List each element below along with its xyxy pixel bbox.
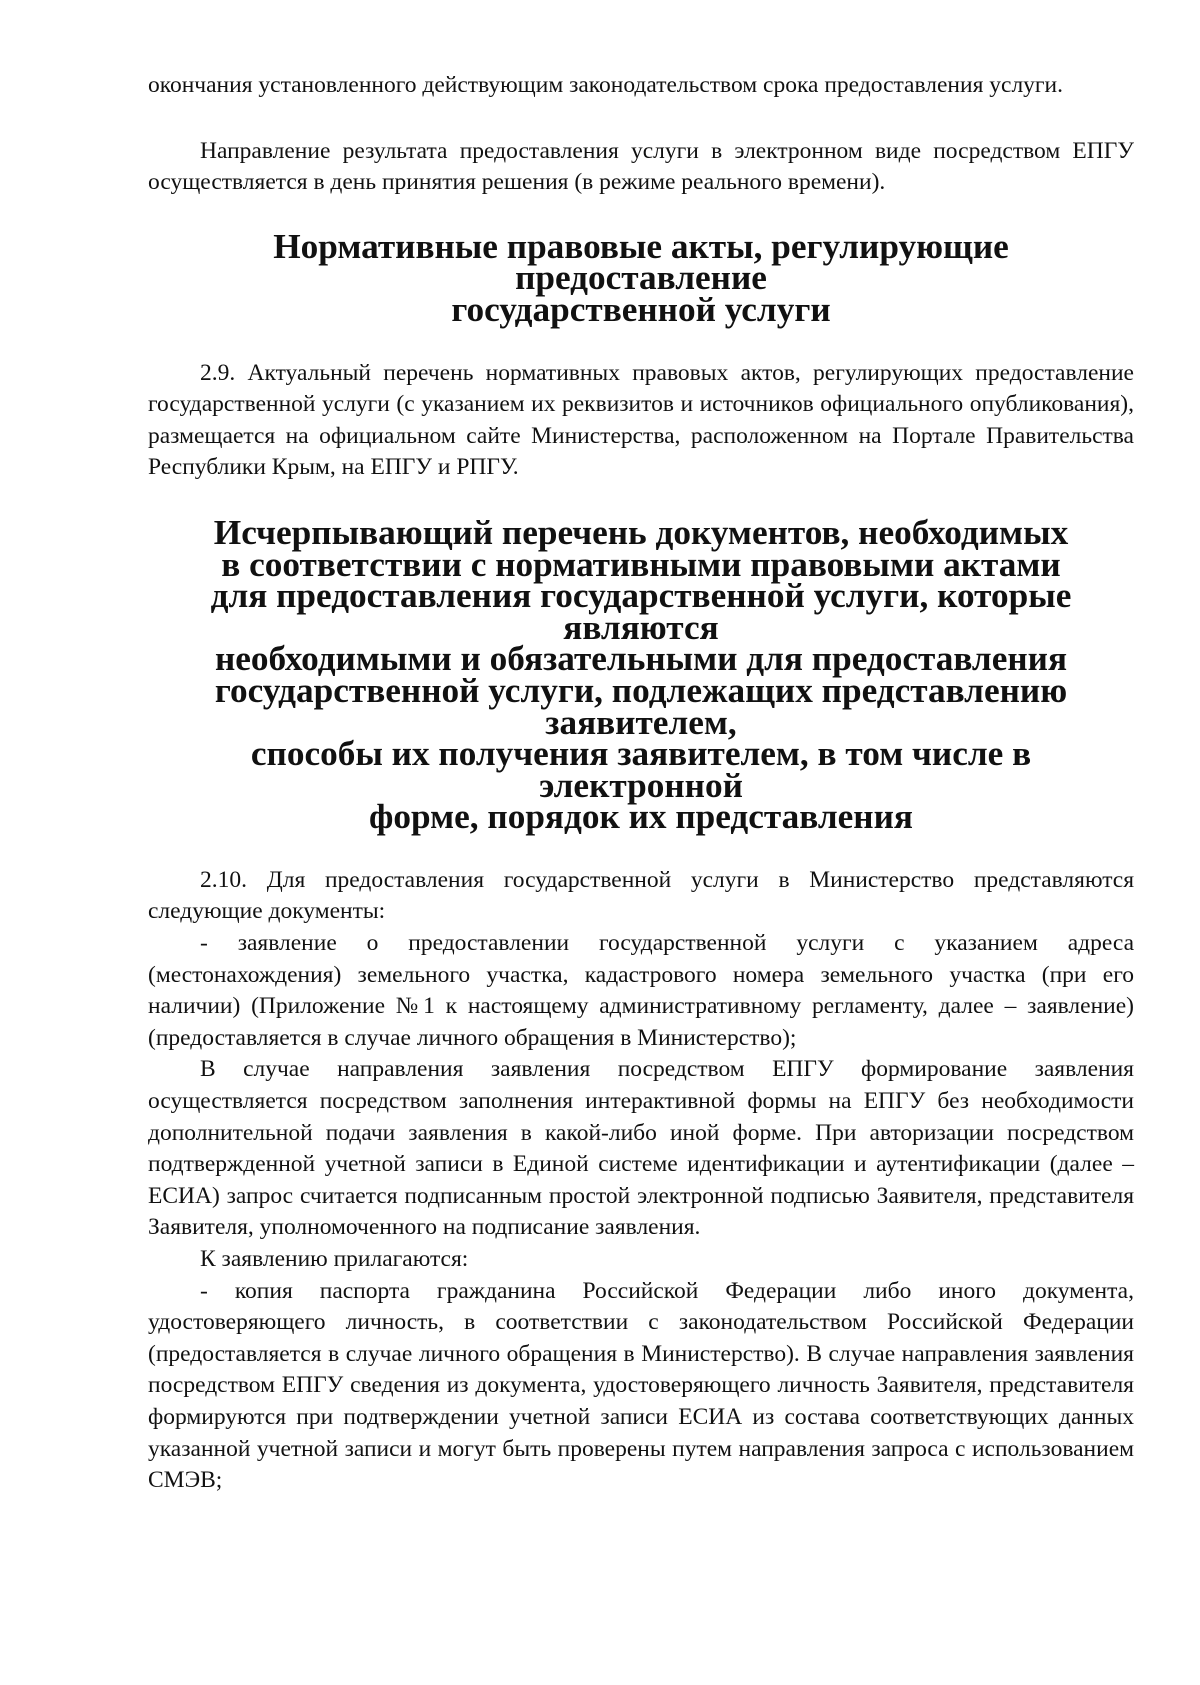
- paragraph-section-2-9: 2.9. Актуальный перечень нормативных правовых актов, регулирующих предоставление государственной услуги (с указанием их реквизитов и источников официального опубликования), размещается на официальном сайте Министерства, расположенном на Портале Правительства Республики Крым, на ЕПГУ и РПГУ.: [148, 359, 1134, 481]
- paragraph-attachments-intro: К заявлению прилагаются:: [200, 1246, 469, 1272]
- heading-line: Исчерпывающий перечень документов, необходимых: [213, 512, 1069, 552]
- heading-line: способы их получения заявителем, в том числе в электронной: [250, 734, 1032, 805]
- heading-line: форме, порядок их представления: [369, 797, 913, 837]
- paragraph-continuation: окончания установленного действующим законодательством срока предоставления услуги.: [148, 72, 1064, 98]
- paragraph-epgu-application: В случае направления заявления посредством ЕПГУ формирование заявления осуществляется посредством заполнения интерактивной формы на ЕПГУ без необходимости дополнительной подачи заявления в какой-либо иной форме. При авторизации посредством подтвержденной учетной записи в Единой системе идентификации и аутентификации (далее – ЕСИА) запрос считается подписанным простой электронной подписью Заявителя, представителя Заявителя, уполномоченного на подписание заявления.: [148, 1056, 1134, 1241]
- heading-line: необходимыми и обязательными для предоставления: [214, 639, 1068, 679]
- section-heading-normative-acts: [148, 226, 1134, 329]
- document-page: [148, 70, 1134, 1497]
- paragraph-section-2-10: 2.10. Для предоставления государственной услуги в Министерство представляются следующие документы:: [148, 866, 1134, 925]
- paragraph-result-delivery: Направление результата предоставления услуги в электронном виде посредством ЕПГУ осуществляется в день принятия решения (в режиме реального времени).: [148, 137, 1134, 196]
- heading-line: государственной услуги: [451, 289, 831, 329]
- section-heading-required-documents: [148, 512, 1134, 837]
- heading-line: государственной услуги, подлежащих представлению заявителем,: [214, 670, 1068, 742]
- heading-line: в соответствии с нормативными правовыми актами: [221, 544, 1061, 584]
- list-item-application: - заявление о предоставлении государственной услуги с указанием адреса (местонахождения) земельного участка, кадастрового номера земельного участка (при его наличии) (Приложение №1 к настоящему административному регламенту, далее – заявление) (предоставляется в случае личного обращения в Министерство);: [148, 930, 1134, 1051]
- heading-line: Нормативные правовые акты, регулирующие предоставление: [273, 226, 1009, 298]
- heading-line: для предоставления государственной услуги, которые являются: [210, 576, 1072, 647]
- list-item-passport: - копия паспорта гражданина Российской Федерации либо иного документа, удостоверяющего личность, в соответствии с законодательством Российской Федерации (предоставляется в случае личного обращения в Министерство). В случае направления заявления посредством ЕПГУ сведения из документа, удостоверяющего личность Заявителя, представителя формируются при подтверждении учетной записи ЕСИА из состава соответствующих данных указанной учетной записи и могут быть проверены путем направления запроса с использованием СМЭВ;: [148, 1277, 1134, 1494]
